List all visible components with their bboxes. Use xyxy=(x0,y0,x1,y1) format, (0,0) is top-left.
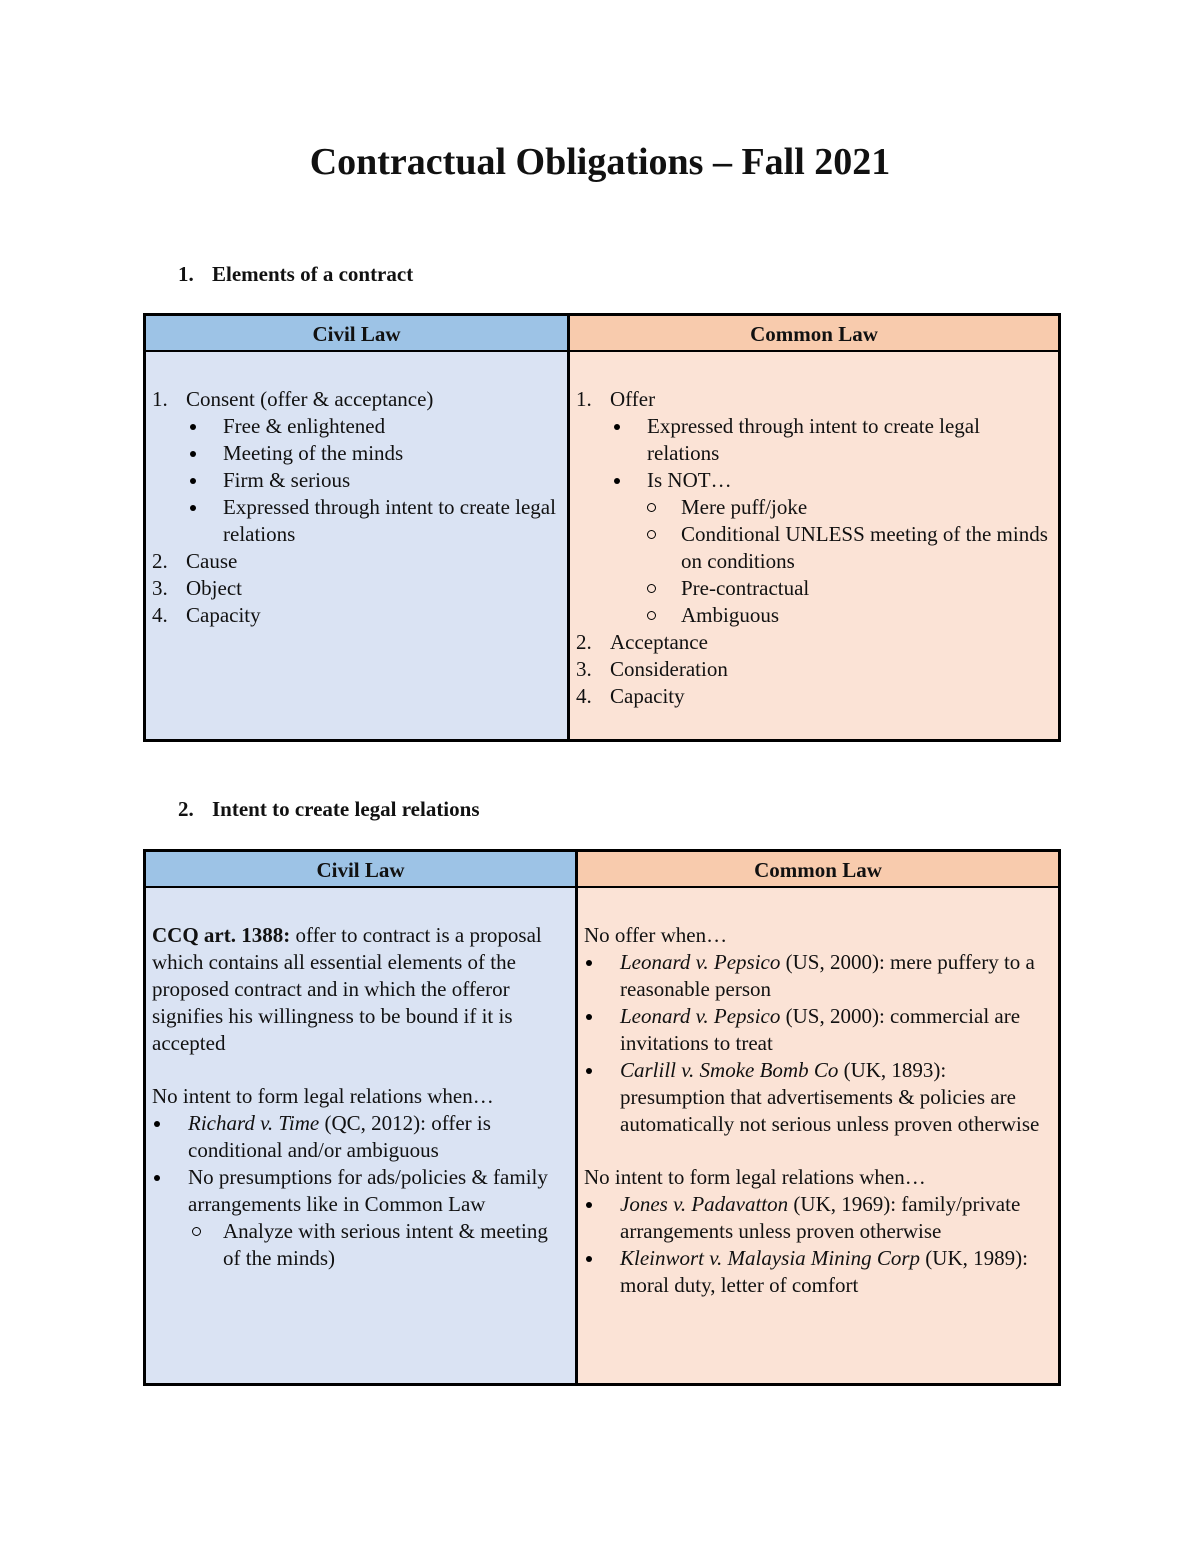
list-item xyxy=(610,467,1052,629)
item-text: Offer xyxy=(610,387,656,411)
common-no-offer-intro: No offer when… xyxy=(584,923,728,947)
section-1-heading xyxy=(178,262,413,287)
list-item xyxy=(576,656,1052,683)
item-number: 2. xyxy=(152,549,168,573)
ccq-article-paragraph xyxy=(152,922,561,1057)
list-item: Firm & serious xyxy=(186,467,561,494)
list-item xyxy=(584,949,1052,1003)
list-item xyxy=(584,1245,1052,1299)
item-number: 4. xyxy=(576,684,592,708)
list-item: Expressed through intent to create legal relations xyxy=(186,494,561,548)
case-detail: (UK, 1893): presumption that advertisements & policies are automatically not serious unless proven otherwise xyxy=(620,1058,1040,1136)
elements-common-body xyxy=(570,352,1058,710)
item-number: 3. xyxy=(152,576,168,600)
list-item xyxy=(152,548,561,575)
list-item: Expressed through intent to create legal relations xyxy=(610,413,1052,467)
offer-sublist xyxy=(610,413,1052,629)
intent-civil-header: Civil Law xyxy=(146,852,575,888)
intent-table xyxy=(143,849,1061,1386)
item-number: 2. xyxy=(576,630,592,654)
list-item xyxy=(152,1110,561,1164)
elements-civil-column xyxy=(146,316,567,739)
case-name: Jones v. Padavatton xyxy=(620,1192,789,1216)
case-name: Leonard v. Pepsico xyxy=(620,950,781,974)
elements-common-list xyxy=(576,386,1052,710)
case-detail: (QC, 2012): offer is conditional and/or ambiguous xyxy=(188,1111,491,1162)
common-intent-cases xyxy=(584,1191,1052,1299)
case-name: Carlill v. Smoke Bomb Co xyxy=(620,1058,839,1082)
list-item: Conditional UNLESS meeting of the minds on conditions xyxy=(610,521,1052,575)
elements-common-column xyxy=(567,316,1058,739)
section-2-number: 2. xyxy=(178,797,194,821)
list-item xyxy=(576,683,1052,710)
case-name: Kleinwort v. Malaysia Mining Corp xyxy=(620,1246,921,1270)
list-item: Free & enlightened xyxy=(186,413,561,440)
case-detail: (US, 2000): commercial are invitations to treat xyxy=(620,1004,1021,1055)
item-text: Capacity xyxy=(610,684,685,708)
ccq-article-text: offer to contract is a proposal which contains all essential elements of the proposed contract and in which the offeror signifies his willingness to be bound if it is accepted xyxy=(152,923,542,1055)
case-name: Leonard v. Pepsico xyxy=(620,1004,781,1028)
item-text: Consent (offer & acceptance) xyxy=(186,387,434,411)
intent-common-header: Common Law xyxy=(578,852,1058,888)
elements-common-header: Common Law xyxy=(570,316,1058,352)
list-item xyxy=(584,1003,1052,1057)
list-item: Pre-contractual xyxy=(610,575,1052,602)
is-not-sublist xyxy=(610,494,1052,629)
case-detail: (US, 2000): mere puffery to a reasonable person xyxy=(620,950,1035,1001)
case-name: Richard v. Time xyxy=(188,1111,320,1135)
list-item xyxy=(152,575,561,602)
page-title: Contractual Obligations – Fall 2021 xyxy=(309,141,891,183)
section-2-title: Intent to create legal relations xyxy=(212,797,480,821)
civil-intent-subcases xyxy=(152,1218,561,1272)
intent-common-body xyxy=(578,888,1058,1299)
civil-intent-cases xyxy=(152,1110,561,1272)
case-detail: (UK, 1989): moral duty, letter of comfort xyxy=(620,1246,1028,1297)
elements-table xyxy=(143,313,1061,742)
case-detail: (UK, 1969): family/private arrangements unless proven otherwise xyxy=(620,1192,1021,1243)
list-item: Analyze with serious intent & meeting of the minds) xyxy=(152,1218,561,1272)
common-offer-cases xyxy=(584,949,1052,1138)
consent-sublist xyxy=(186,413,561,548)
section-1-title: Elements of a contract xyxy=(212,262,414,286)
elements-civil-header: Civil Law xyxy=(146,316,567,352)
item-text: Consideration xyxy=(610,657,728,681)
list-item: Ambiguous xyxy=(610,602,1052,629)
item-text: Object xyxy=(186,576,242,600)
list-item xyxy=(152,386,561,548)
list-item xyxy=(152,602,561,629)
section-2-heading xyxy=(178,797,480,822)
item-text: Cause xyxy=(186,549,238,573)
elements-civil-list xyxy=(152,386,561,629)
civil-no-intent-intro: No intent to form legal relations when… xyxy=(152,1084,494,1108)
list-item xyxy=(584,1057,1052,1138)
item-text: No presumptions for ads/policies & family arrangements like in Common Law xyxy=(188,1165,548,1216)
list-item xyxy=(576,386,1052,629)
elements-civil-body xyxy=(146,352,567,629)
intent-civil-body xyxy=(146,888,575,1272)
list-item: Meeting of the minds xyxy=(186,440,561,467)
item-number: 1. xyxy=(576,387,592,411)
item-text: Is NOT… xyxy=(647,468,732,492)
intent-civil-column xyxy=(146,852,575,1383)
item-number: 3. xyxy=(576,657,592,681)
list-item: Mere puff/joke xyxy=(610,494,1052,521)
list-item xyxy=(152,1164,561,1272)
section-1-number: 1. xyxy=(178,262,194,286)
list-item xyxy=(584,1191,1052,1245)
ccq-article-label: CCQ art. 1388: xyxy=(152,923,291,947)
common-no-intent-intro: No intent to form legal relations when… xyxy=(584,1165,926,1189)
item-number: 4. xyxy=(152,603,168,627)
intent-common-column xyxy=(575,852,1058,1383)
item-text: Capacity xyxy=(186,603,261,627)
item-number: 1. xyxy=(152,387,168,411)
list-item xyxy=(576,629,1052,656)
item-text: Acceptance xyxy=(610,630,708,654)
